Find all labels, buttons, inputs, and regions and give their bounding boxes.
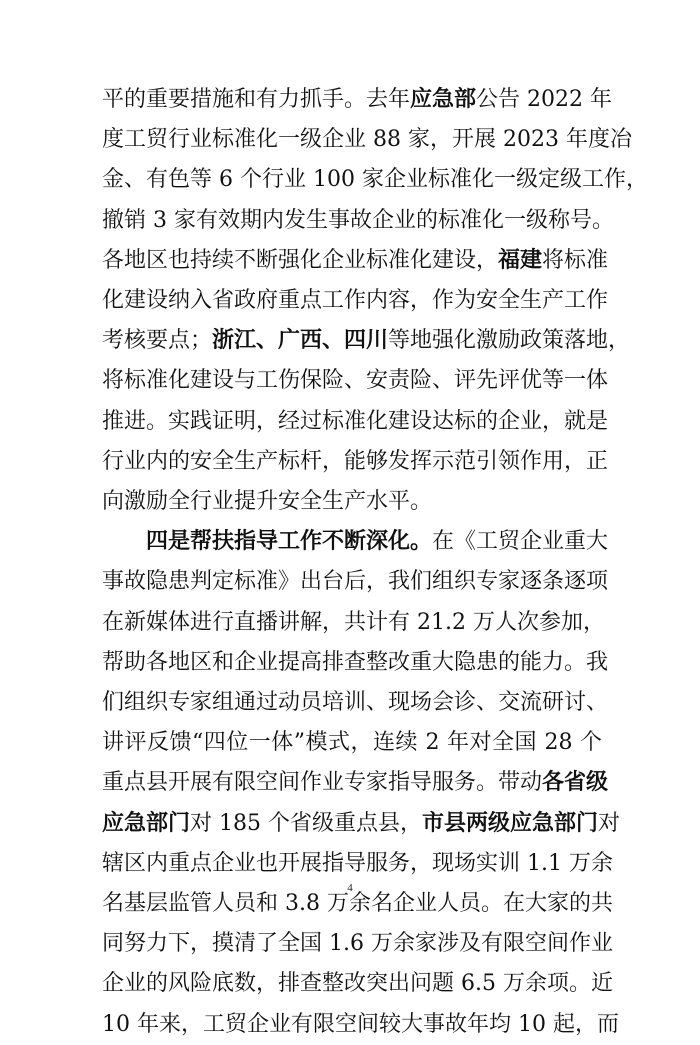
text-line — [102, 321, 631, 361]
text-run: 名基层监管人员和 3.8 万余名企业人员。在大家的共 — [102, 891, 613, 916]
bold-text-run: 应急部 — [410, 87, 477, 112]
text-run: 同努力下，摸清了全国 1.6 万余家涉及有限空间作业 — [102, 931, 613, 957]
text-line — [102, 844, 613, 884]
text-line — [102, 482, 602, 522]
bold-text-run: 各省级 — [542, 770, 609, 796]
text-line — [102, 723, 602, 763]
text-run: 在新媒体进行直播讲解，共计有 21.2 万人次参加， — [102, 609, 605, 635]
bold-text-run: 市县两级应急部门 — [422, 810, 599, 836]
text-run: 撤销 3 家有效期内发生事故企业的标准化一级称号。 — [102, 207, 614, 233]
text-run: 公告 2022 年 — [476, 87, 613, 112]
bold-text-run: 应急部门 — [102, 810, 191, 836]
text-line — [102, 562, 609, 602]
text-line — [102, 1005, 619, 1045]
bold-text-run: 福建 — [498, 247, 543, 273]
text-run: 等地强化激励政策落地， — [388, 328, 631, 354]
text-run: 对 185 个省级重点县， — [190, 810, 422, 836]
text-run: 平的重要措施和有力抓手。去年 — [102, 87, 411, 112]
text-line — [102, 683, 609, 723]
text-line — [102, 402, 609, 442]
text-run: 推进。实践证明，经过标准化建设达标的企业，就是 — [102, 408, 609, 434]
text-line — [102, 80, 613, 120]
text-line — [102, 160, 648, 200]
text-line — [102, 924, 613, 964]
text-line — [102, 804, 621, 844]
text-line — [102, 442, 609, 482]
text-run: 考核要点； — [102, 328, 213, 354]
text-run: 金、有色等 6 个行业 100 家企业标准化一级定级工作， — [102, 167, 648, 193]
text-line — [102, 964, 613, 1004]
text-run: 在《工贸企业重大 — [432, 529, 609, 555]
bold-text-run: 浙江、广西、四川 — [212, 328, 389, 354]
text-run: 化建设纳入省政府重点工作内容，作为安全生产工作 — [102, 288, 609, 313]
text-run: 行业内的安全生产标杆，能够发挥示范引领作用，正 — [102, 448, 609, 474]
text-line — [102, 361, 609, 401]
text-run: 对 — [598, 810, 621, 836]
text-run: 们组织专家组通过动员培训、现场会诊、交流研讨、 — [102, 690, 609, 715]
text-line — [146, 522, 609, 562]
text-line — [102, 763, 609, 803]
text-run: 将标准 — [542, 247, 609, 273]
text-line — [102, 120, 632, 160]
text-run: 10 年来，工贸企业有限空间较大事故年均 10 起，而 — [102, 1011, 619, 1037]
text-run: 讲评反馈“四位一体”模式，连续 2 年对全国 28 个 — [102, 730, 602, 756]
text-run: 向激励全行业提升安全生产水平。 — [102, 489, 433, 514]
text-run: 重点县开展有限空间作业专家指导服务。带动 — [102, 770, 543, 796]
bold-text-run: 四是帮扶指导工作不断深化。 — [146, 529, 433, 555]
text-line — [102, 643, 609, 683]
text-run: 帮助各地区和企业提高排查整改重大隐患的能力。我 — [102, 649, 609, 675]
text-run: 企业的风险底数，排查整改突出问题 6.5 万余项。近 — [102, 971, 613, 997]
text-run: 各地区也持续不断强化企业标准化建设， — [102, 247, 499, 273]
text-line — [102, 241, 609, 281]
text-line — [102, 281, 609, 321]
page-number: 4 — [347, 882, 353, 894]
text-line — [102, 201, 614, 241]
text-run: 度工贸行业标准化一级企业 88 家，开展 2023 年度冶 — [102, 127, 632, 153]
text-run: 事故隐患判定标准》出台后，我们组织专家逐条逐项 — [102, 569, 609, 595]
text-run: 辖区内重点企业也开展指导服务，现场实训 1.1 万余 — [102, 850, 613, 876]
text-run: 将标准化建设与工伤保险、安责险、评先评优等一体 — [102, 368, 609, 394]
text-line — [102, 603, 605, 643]
